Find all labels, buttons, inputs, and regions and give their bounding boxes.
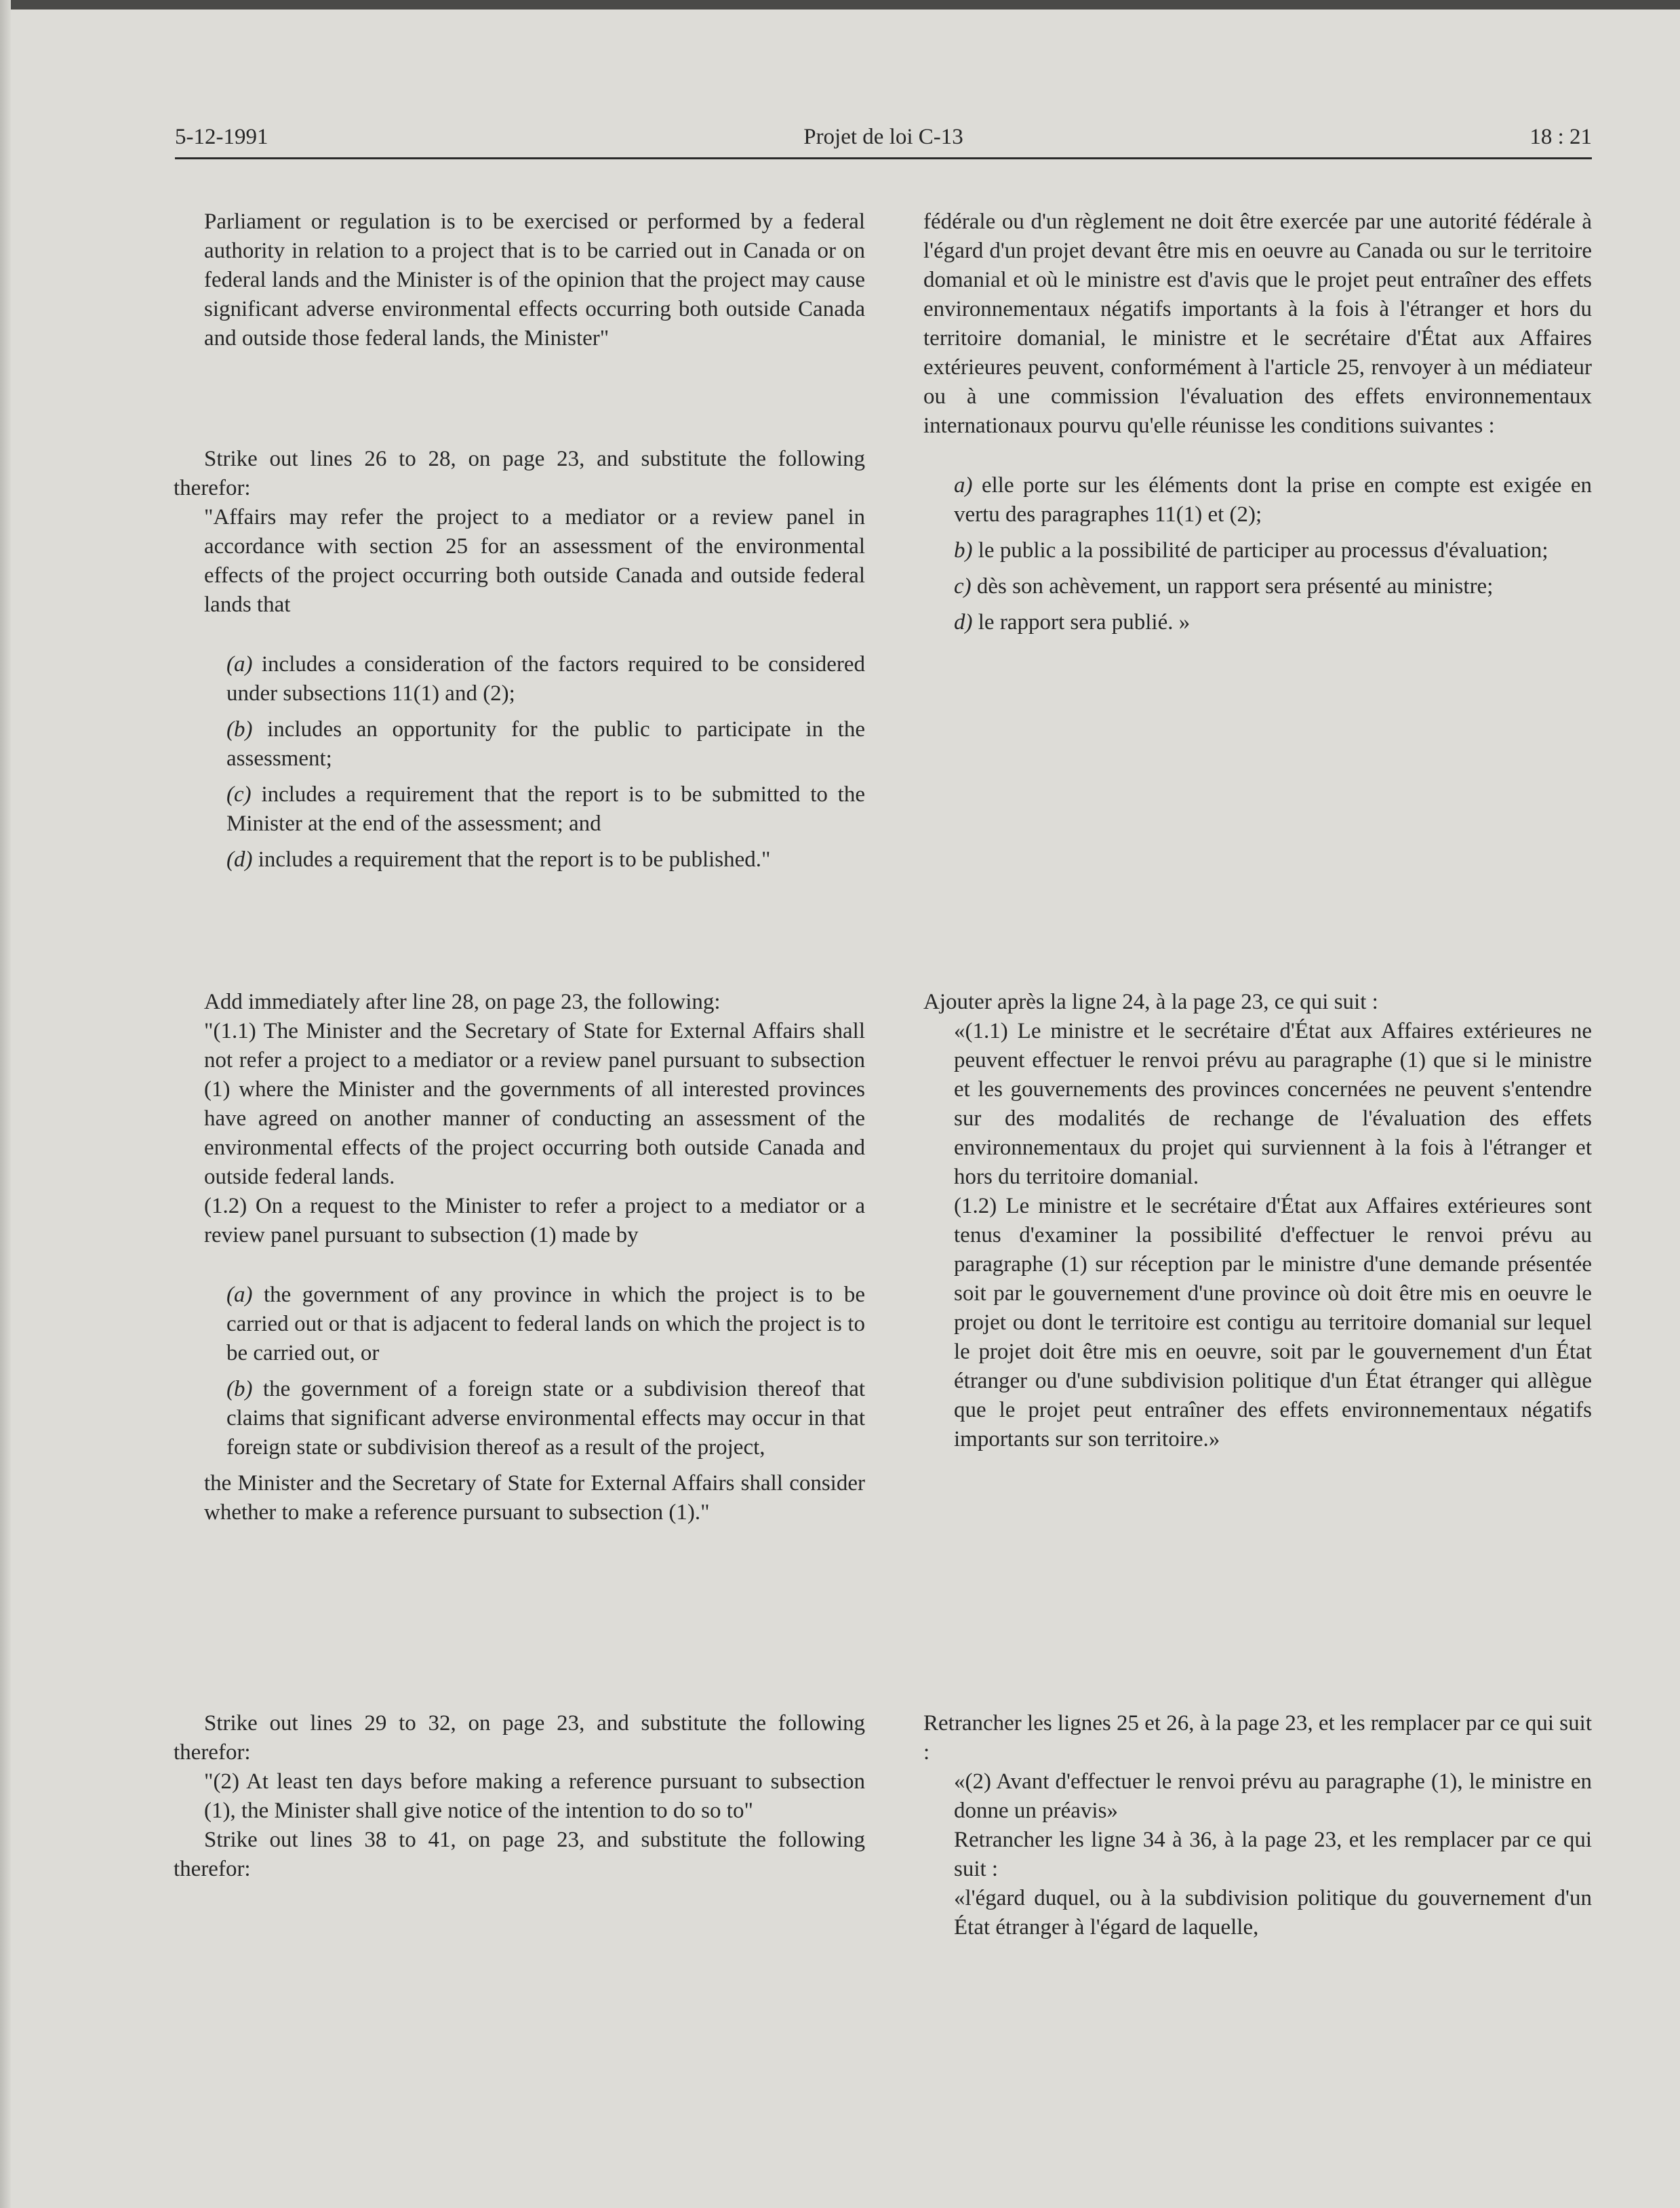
en-instruction-1: Strike out lines 26 to 28, on page 23, and substitute the following therefor: bbox=[174, 447, 865, 500]
fr-item-c: c) dès son achèvement, un rapport sera présenté au ministre; bbox=[954, 574, 1494, 599]
fr-subsection-1-2: (1.2) Le ministre et le secrétaire d'État aux Affaires extérieures sont tenus d'examiner la possibilité d'effectuer le renvoi prévu au paragraphe (1) sur réception par le ministre d'une demande présentée soit par le gouvernement d'une province où doit être mis en oeuvre le projet ou dont le territoire est contigu au territoire domanial sur lequel le projet doit être mis en oeuvre, soit par le gouvernement d'un État étranger ou d'une subdivision politique d'un État étranger qui allègue que le projet peut entraîner des effets environnementaux négatifs importants sur son territoire.» bbox=[954, 1194, 1592, 1451]
en-block-3 bbox=[174, 988, 865, 1527]
fr-block-4 bbox=[923, 1709, 1592, 1942]
en-closing-text: the Minister and the Secretary of State for External Affairs shall consider whether to make a reference pursuant to subsection (1)." bbox=[204, 1471, 865, 1525]
en-instruction-3: Strike out lines 29 to 32, on page 23, and substitute the following therefor: bbox=[174, 1711, 865, 1765]
scan-left-edge bbox=[0, 0, 11, 2208]
en-instruction-2: Add immediately after line 28, on page 23, the following: bbox=[204, 990, 721, 1014]
en-item-b: (b) includes an opportunity for the public to participate in the assessment; bbox=[226, 717, 866, 771]
header-rule bbox=[175, 157, 1592, 159]
en-item-d: (d) includes a requirement that the report is to be published." bbox=[226, 847, 771, 872]
en-quote-1: "Affairs may refer the project to a mediator or a review panel in accordance with section 25 for an assessment of the environmental effects of the project occurring both outside Canada and outside federal lands that bbox=[204, 505, 865, 617]
fr-continuation-text: fédérale ou d'un règlement ne doit être exercée par une autorité fédérale à l'égard d'un projet devant être mis en oeuvre au Canada ou sur le territoire domanial et où le ministre est d'avis que le projet peut entraîner des effets environnementaux négatifs importants à la fois à l'étranger et hors du territoire domanial, le ministre et le secrétaire d'État aux Affaires extérieures peuvent, conformément à l'article 25, renvoyer à un médiateur ou à une commission l'évaluation des effets environnementaux internationaux pourvu qu'elle réunisse les conditions suivantes : bbox=[923, 209, 1592, 438]
fr-instruction-3: Retrancher les lignes 25 et 26, à la page 23, et les remplacer par ce qui suit : bbox=[923, 1711, 1592, 1765]
en-continuation-text: Parliament or regulation is to be exercised or performed by a federal authority in relation to a project that is to be carried out in Canada or on federal lands and the Minister is of the opinion that the project may cause significant adverse environmental effects occurring both outside Canada and outside those federal lands, the Minister" bbox=[204, 209, 865, 350]
en-subsection-1-2: (1.2) On a request to the Minister to refer a project to a mediator or a review panel pursuant to subsection (1) made by bbox=[204, 1194, 865, 1247]
en-block-4 bbox=[174, 1709, 865, 1884]
fr-block-3 bbox=[923, 988, 1592, 1454]
en-instruction-4: Strike out lines 38 to 41, on page 23, and substitute the following therefor: bbox=[174, 1828, 865, 1881]
en-quote-2: "(2) At least ten days before making a reference pursuant to subsection (1), the Minister shall give notice of the intention to do so to" bbox=[204, 1769, 865, 1823]
en-item-c: (c) includes a requirement that the report is to be submitted to the Minister at the end of the assessment; and bbox=[226, 782, 865, 836]
en-item-b-foreign-state: (b) the government of a foreign state or a subdivision thereof that claims that significant adverse environmental effects may occur in that foreign state or subdivision thereof as a result of the project, bbox=[226, 1377, 866, 1460]
fr-item-a: a) elle porte sur les éléments dont la prise en compte est exigée en vertu des paragraphes 11(1) et (2); bbox=[954, 473, 1593, 527]
en-block-1 bbox=[174, 207, 865, 353]
fr-block-1 bbox=[923, 207, 1592, 644]
header-page-number: 18 : 21 bbox=[1529, 125, 1592, 149]
header-title: Projet de loi C-13 bbox=[803, 125, 963, 149]
page-header bbox=[175, 122, 1592, 153]
en-item-a-province: (a) the government of any province in which the project is to be carried out or that is adjacent to federal lands on which the project is to be carried out, or bbox=[226, 1283, 865, 1365]
en-subsection-1-1: "(1.1) The Minister and the Secretary of State for External Affairs shall not refer a project to a mediator or a review panel pursuant to subsection (1) where the Minister and the governments of all interested provinces have agreed on another manner of conducting an assessment of the environmental effects of the project occurring both outside Canada and outside federal lands. bbox=[204, 1019, 865, 1189]
fr-quote-3: «l'égard duquel, ou à la subdivision politique du gouvernement d'un État étranger à l'égard de laquelle, bbox=[954, 1886, 1592, 1940]
fr-instruction-4: Retrancher les ligne 34 à 36, à la page 23, et les remplacer par ce qui suit : bbox=[954, 1828, 1592, 1881]
fr-item-b: b) le public a la possibilité de participer au processus d'évaluation; bbox=[954, 538, 1548, 563]
en-block-2 bbox=[174, 445, 865, 881]
fr-quote-2: «(2) Avant d'effectuer le renvoi prévu au paragraphe (1), le ministre en donne un préavis» bbox=[954, 1769, 1592, 1823]
scan-top-edge bbox=[0, 0, 1680, 9]
fr-subsection-1-1: «(1.1) Le ministre et le secrétaire d'État aux Affaires extérieures ne peuvent effectuer le renvoi prévu au paragraphe (1) que si le ministre et les gouvernements des provinces concernées ne peuvent s'entendre sur des modalités de rechange de l'évaluation des effets environnementaux du projet qui surviennent à la fois à l'étranger et hors du territoire domanial. bbox=[954, 1019, 1592, 1189]
header-date: 5-12-1991 bbox=[175, 125, 268, 149]
fr-instruction-2: Ajouter après la ligne 24, à la page 23, ce qui suit : bbox=[923, 990, 1378, 1014]
en-item-a: (a) includes a consideration of the factors required to be considered under subsections 11(1) and (2); bbox=[226, 652, 866, 706]
fr-item-d: d) le rapport sera publié. » bbox=[954, 610, 1191, 635]
